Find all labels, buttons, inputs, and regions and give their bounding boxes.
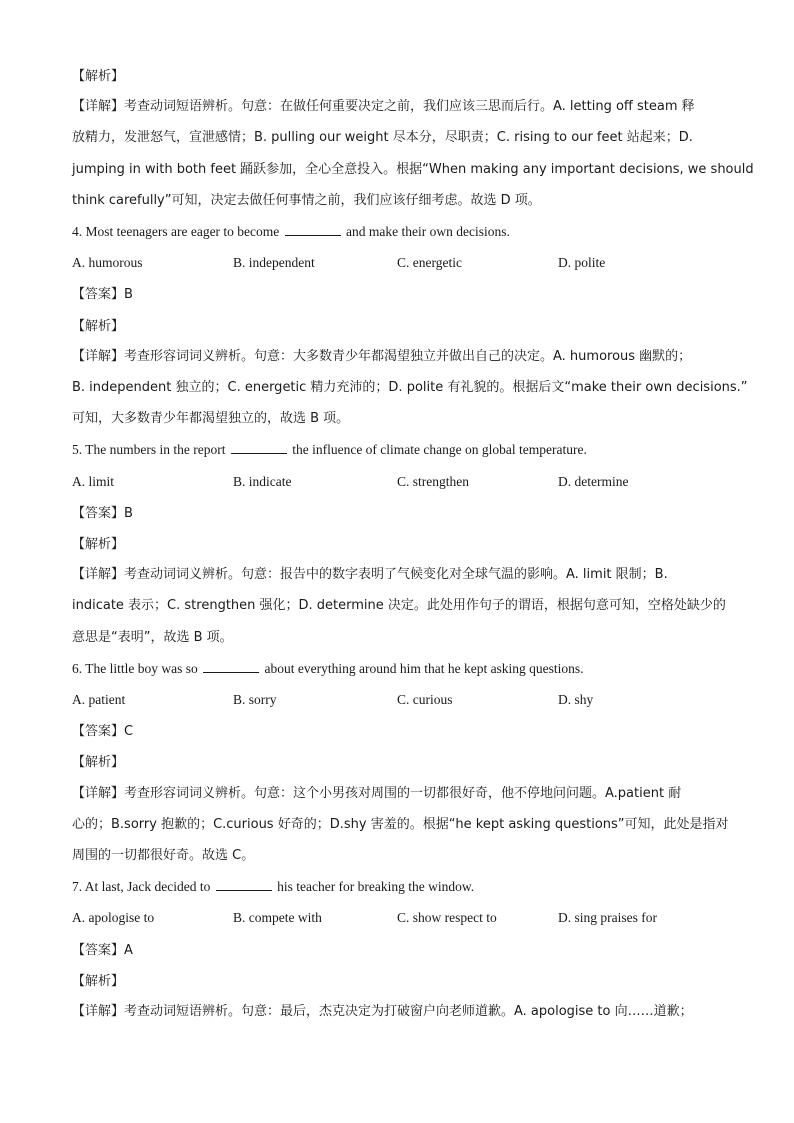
- option-a: A. patient: [72, 692, 126, 707]
- question-stem-start: 7. At last, Jack decided to: [72, 879, 211, 895]
- analysis-label-text: 【解析】: [72, 755, 125, 771]
- answer-blank: [203, 660, 259, 673]
- question-stem-start: 5. The numbers in the report: [72, 442, 226, 458]
- question-line: [72, 222, 722, 242]
- option-d: D. polite: [558, 255, 606, 271]
- answer-blank: [216, 878, 272, 891]
- answer-line: [72, 940, 722, 961]
- answer-line: [72, 503, 722, 524]
- explanation-line: think carefully”可知，决定去做任何事情之前，我们应该仔细考虑。故选 D 项。: [72, 192, 541, 208]
- answer-text: 【答案】C: [72, 724, 134, 740]
- explanation-line: indicate 表示；C. strengthen 强化；D. determine 决定。此处用作句子的谓语，根据句意可知，空格处缺少的: [72, 598, 726, 614]
- option-b: B. independent: [233, 255, 315, 271]
- question-stem-end: and make their own decisions.: [346, 224, 510, 239]
- explanation-line: 【详解】考查动词短语辨析。句意：最后，杰克决定为打破窗户向老师道歉。A. apologise to 向……道歉；: [72, 1004, 693, 1019]
- analysis-label: [72, 971, 722, 992]
- option-a: A. limit: [72, 473, 115, 489]
- analysis-label: [72, 316, 722, 337]
- option-a: A. apologise to: [72, 910, 155, 926]
- question-stem-end: his teacher for breaking the window.: [277, 879, 475, 895]
- answer-line: [72, 284, 722, 305]
- explanation-line: B. independent 独立的；C. energetic 精力充沛的；D. polite 有礼貌的。根据后文“make their own decisions.”: [72, 380, 748, 395]
- explanation-line: 【详解】考查形容词词义辨析。句意：大多数青少年都渴望独立并做出自己的决定。A. humorous 幽默的；: [72, 348, 692, 364]
- answer-blank: [231, 441, 287, 454]
- option-d: D. determine: [558, 473, 629, 489]
- analysis-label-text: 【解析】: [72, 318, 125, 334]
- question-stem-start: 6. The little boy was so: [72, 660, 198, 676]
- option-b: B. indicate: [233, 473, 292, 489]
- answer-line: [72, 721, 722, 742]
- question-line: [72, 659, 722, 679]
- analysis-label-text: 【解析】: [72, 69, 125, 84]
- question-stem-end: the influence of climate change on global temperature.: [292, 442, 587, 458]
- option-c: C. curious: [397, 692, 453, 707]
- explanation-line: 心的；B.sorry 抱歉的；C.curious 好奇的；D.shy 害羞的。根据“he kept asking questions”可知，此处是指对: [72, 816, 729, 832]
- question-line: [72, 877, 722, 897]
- question-stem-end: about everything around him that he kept asking questions.: [264, 660, 584, 676]
- analysis-label-text: 【解析】: [72, 973, 125, 989]
- analysis-label: [72, 66, 722, 87]
- explanation-line: 【详解】考查动词词义辨析。句意：报告中的数字表明了气候变化对全球气温的影响。A. limit 限制；B.: [72, 567, 668, 583]
- option-c: C. strengthen: [397, 473, 469, 489]
- explanation-line: 意思是“表明”，故选 B 项。: [72, 629, 233, 645]
- explanation-line: jumping in with both feet 踊跃参加，全心全意投入。根据“When making any important decisions, we should: [72, 161, 754, 177]
- explanation-line: 放精力，发泄怒气，宣泄感情；B. pulling our weight 尽本分，尽职责；C. rising to our feet 站起来；D.: [72, 130, 693, 146]
- option-d: D. sing praises for: [558, 910, 657, 926]
- analysis-label: [72, 752, 722, 773]
- answer-text: 【答案】A: [72, 942, 133, 958]
- answer-text: 【答案】B: [72, 287, 133, 303]
- analysis-label-text: 【解析】: [72, 537, 125, 552]
- option-c: C. show respect to: [397, 910, 497, 926]
- option-b: B. compete with: [233, 910, 322, 926]
- option-b: B. sorry: [233, 692, 277, 707]
- explanation-line: 可知，大多数青少年都渴望独立的，故选 B 项。: [72, 411, 350, 427]
- answer-blank: [285, 223, 341, 236]
- explanation-line: 周围的一切都很好奇。故选 C。: [72, 848, 255, 863]
- explanation-line: 【详解】考查动词短语辨析。句意：在做任何重要决定之前，我们应该三思而后行。A. letting off steam 释: [72, 99, 695, 115]
- question-stem-start: 4. Most teenagers are eager to become: [72, 224, 280, 239]
- option-c: C. energetic: [397, 255, 462, 271]
- option-d: D. shy: [558, 692, 594, 707]
- explanation-line: 【详解】考查形容词词义辨析。句意：这个小男孩对周围的一切都很好奇，他不停地问问题。A.patient 耐: [72, 785, 682, 801]
- answer-text: 【答案】B: [72, 505, 133, 521]
- question-line: [72, 440, 722, 460]
- analysis-label: [72, 534, 722, 555]
- option-a: A. humorous: [72, 255, 143, 271]
